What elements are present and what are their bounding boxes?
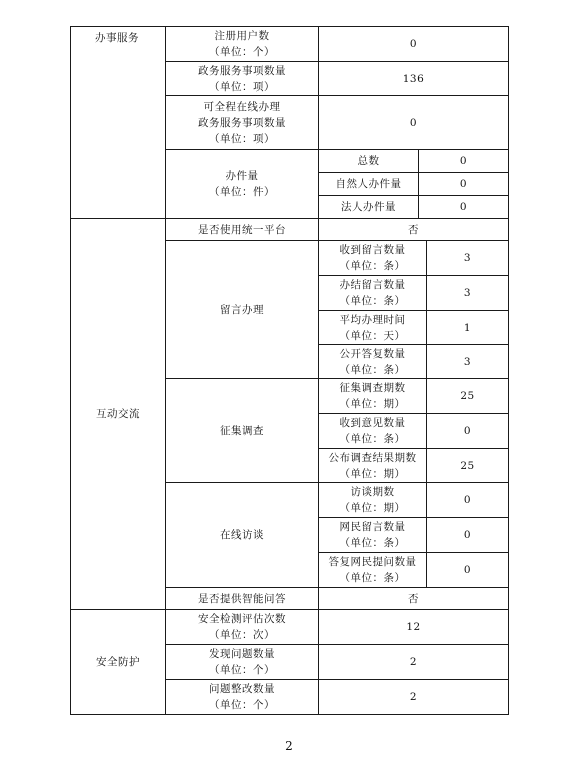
messages-label: 留言办理 [220, 303, 264, 316]
service-items-value: 136 [402, 72, 425, 85]
volume-label: 办件量 （单位：件） [209, 170, 275, 198]
interview-label: 在线访谈 [220, 529, 264, 541]
survey-opinions-label: 收到意见数量 （单位：条） [339, 417, 406, 445]
messages-avg-time-value: 1 [463, 321, 472, 334]
fixed-label: 问题整改数量 （单位：个） [209, 683, 275, 711]
messages-avg-time-label: 平均办理时间 （单位：天） [339, 313, 406, 342]
unified-platform-value: 否 [408, 223, 419, 236]
online-items-label: 可全程在线办理 政务服务事项数量 （单位：项） [198, 100, 286, 145]
survey-results-value: 25 [460, 459, 475, 472]
messages-public-label: 公开答复数量 （单位：条） [339, 347, 406, 376]
smart-qa-label: 是否提供智能问答 [198, 592, 286, 605]
section-service-title: 办事服务 [95, 32, 139, 44]
interview-questions-value: 0 [463, 529, 472, 541]
page-number: 2 [285, 739, 293, 753]
assessments-value: 12 [406, 621, 421, 633]
messages-received-label: 收到留言数量 （单位：条） [339, 244, 406, 272]
volume-total-value: 0 [459, 155, 468, 167]
survey-results-label: 公布调查结果期数 （单位：期） [328, 451, 417, 480]
assessments-label: 安全检测评估次数 （单位：次） [198, 613, 286, 641]
survey-opinions-value: 0 [463, 425, 472, 437]
volume-legal-value: 0 [459, 201, 468, 213]
interview-periods-label: 访谈期数 （单位：期） [339, 486, 406, 514]
online-items-value: 0 [409, 116, 418, 129]
volume-natural-label: 自然人办件量 [335, 178, 402, 190]
survey-label: 征集调查 [220, 424, 264, 437]
problems-value: 2 [409, 656, 418, 668]
messages-public-value: 3 [463, 355, 472, 368]
problems-label: 发现问题数量 （单位：个） [209, 648, 275, 676]
service-items-label: 政务服务事项数量 （单位：项） [198, 64, 286, 93]
fixed-value: 2 [409, 691, 418, 703]
interview-questions-label: 网民留言数量 （单位：条） [339, 521, 406, 549]
messages-concluded-label: 办结留言数量 （单位：条） [339, 279, 406, 307]
section-security-title: 安全防护 [96, 656, 140, 668]
messages-received-value: 3 [463, 252, 472, 264]
registered-users-label: 注册用户数 （单位：个） [209, 30, 275, 58]
smart-qa-value: 否 [408, 592, 419, 605]
volume-total-label: 总数 [357, 155, 380, 167]
registered-users-value: 0 [409, 38, 418, 50]
unified-platform-label: 是否使用统一平台 [198, 223, 286, 236]
section-interaction-title: 互动交流 [96, 408, 140, 420]
interview-periods-value: 0 [463, 494, 472, 506]
volume-natural-value: 0 [459, 178, 468, 190]
interview-answered-label: 答复网民提问数量 （单位：条） [328, 556, 417, 584]
volume-legal-label: 法人办件量 [341, 201, 396, 213]
survey-periods-label: 征集调查期数 （单位：期） [339, 382, 406, 410]
messages-concluded-value: 3 [463, 287, 472, 299]
interview-answered-value: 0 [463, 564, 472, 576]
survey-periods-value: 25 [460, 390, 475, 402]
